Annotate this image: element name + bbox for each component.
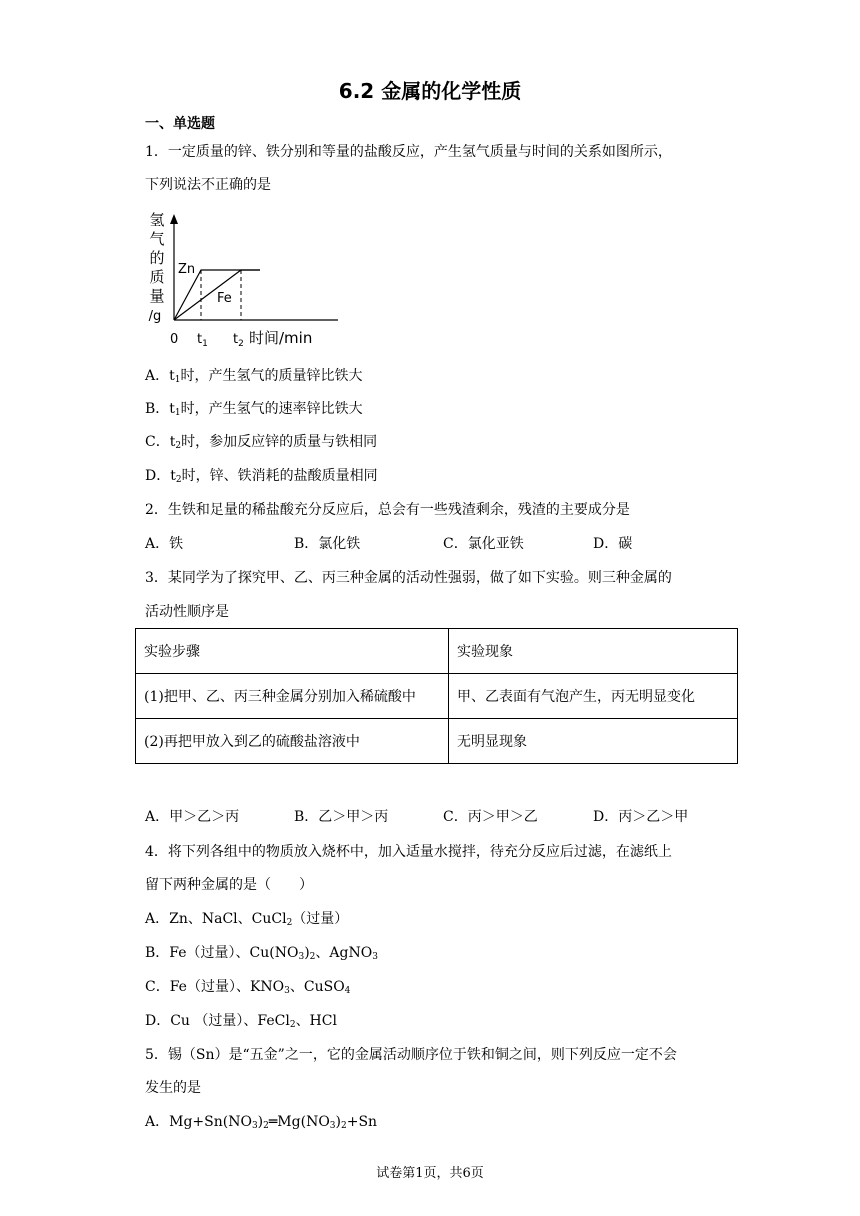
q2-option-c: C．氯化亚铁 (443, 536, 524, 552)
q2-option-d: D．碳 (593, 536, 633, 552)
q2-option-a: A．铁 (145, 536, 184, 552)
graph-x-label: 时间/min (249, 329, 313, 347)
q2-stem: 2．生铁和足量的稀盐酸充分反应后，总会有一些残渣剩余，残渣的主要成分是 (145, 502, 630, 518)
q1-option-a: A．$t_1$时，产生氢气的质量锌比铁大 (145, 368, 363, 385)
q3-option-c: C．丙＞甲＞乙 (443, 809, 538, 825)
table-header-phenomenon: 实验现象 (449, 629, 738, 674)
graph-t1-label: $t_1$ (197, 332, 208, 349)
q1-stem-line1: 1．一定质量的锌、铁分别和等量的盐酸反应，产生氢气质量与时间的关系如图所示， (145, 144, 672, 160)
q1-graph (140, 210, 340, 350)
q4-option-a: A．Zn、NaCl、CuCl$_2$（过量） (145, 911, 349, 928)
q4-option-c: C．Fe（过量）、$KNO_3$、CuSO$_4$ (145, 979, 351, 996)
table-row (136, 674, 738, 719)
q3-option-d: D．丙＞乙＞甲 (593, 809, 689, 825)
page-footer: 试卷第1页，共6页 (376, 1166, 484, 1181)
q5-stem-line1: 5．锡（Sn）是“五金”之一，它的金属活动顺序位于铁和铜之间，则下列反应一定不会 (145, 1047, 677, 1063)
graph-fe-label: Fe (217, 291, 232, 306)
graph-zn-label: Zn (178, 262, 196, 277)
q4-option-b: B．Fe（过量）、$Cu(NO_3)_2$、AgNO$_3$ (145, 945, 378, 962)
q5-stem-line2: 发生的是 (145, 1080, 201, 1096)
graph-ylabel-char-1: 氢 (149, 211, 165, 229)
q3-experiment-table (135, 628, 738, 764)
q1-stem-line2: 下列说法不正确的是 (145, 177, 271, 193)
q4-stem-line2: 留下两种金属的是（ ） (145, 877, 313, 893)
graph-ylabel-char-5: 量 (149, 287, 165, 305)
graph-ylabel-char-2: 气 (149, 230, 165, 248)
graph-origin-label: 0 (170, 332, 179, 347)
graph-ylabel-unit: /g (148, 309, 162, 324)
table-cell: (2)再把甲放入到乙的硫酸盐溶液中 (136, 719, 449, 764)
q4-option-d: D．Cu （过量）、FeCl$_2$、HCl (145, 1013, 337, 1030)
q1-option-b: B．$t_1$时，产生氢气的速率锌比铁大 (145, 401, 363, 418)
q3-stem-line2: 活动性顺序是 (145, 604, 229, 620)
table-cell: 甲、乙表面有气泡产生，丙无明显变化 (449, 674, 738, 719)
section-heading: 一、单选题 (145, 116, 215, 132)
q1-option-d: D．$t_2$时，锌、铁消耗的盐酸质量相同 (145, 468, 378, 485)
q3-stem-line1: 3．某同学为了探究甲、乙、丙三种金属的活动性强弱，做了如下实验。则三种金属的 (145, 570, 672, 586)
table-row (136, 719, 738, 764)
graph-ylabel-char-4: 质 (149, 268, 165, 286)
q1-option-c: C．$t_2$时，参加反应锌的质量与铁相同 (145, 434, 378, 451)
q3-option-b: B．乙＞甲＞丙 (294, 809, 389, 825)
table-cell: (1)把甲、乙、丙三种金属分别加入稀硫酸中 (136, 674, 449, 719)
table-cell: 无明显现象 (449, 719, 738, 764)
q2-option-b: B．氯化铁 (294, 536, 361, 552)
graph-y-arrow (170, 214, 178, 224)
graph-t2-label: $t_2$ (233, 332, 244, 349)
q4-stem-line1: 4．将下列各组中的物质放入烧杯中，加入适量水搅拌，待充分反应后过滤，在滤纸上 (145, 844, 672, 860)
graph-ylabel-char-3: 的 (149, 249, 165, 267)
q3-option-a: A．甲＞乙＞丙 (145, 809, 240, 825)
q5-option-a: A．$Mg+Sn(NO_3)_2═Mg(NO_3)_2+Sn$ (145, 1114, 378, 1131)
page-title: 6.2 金属的化学性质 (338, 79, 522, 103)
table-header-step: 实验步骤 (136, 629, 449, 674)
table-row (136, 629, 738, 674)
